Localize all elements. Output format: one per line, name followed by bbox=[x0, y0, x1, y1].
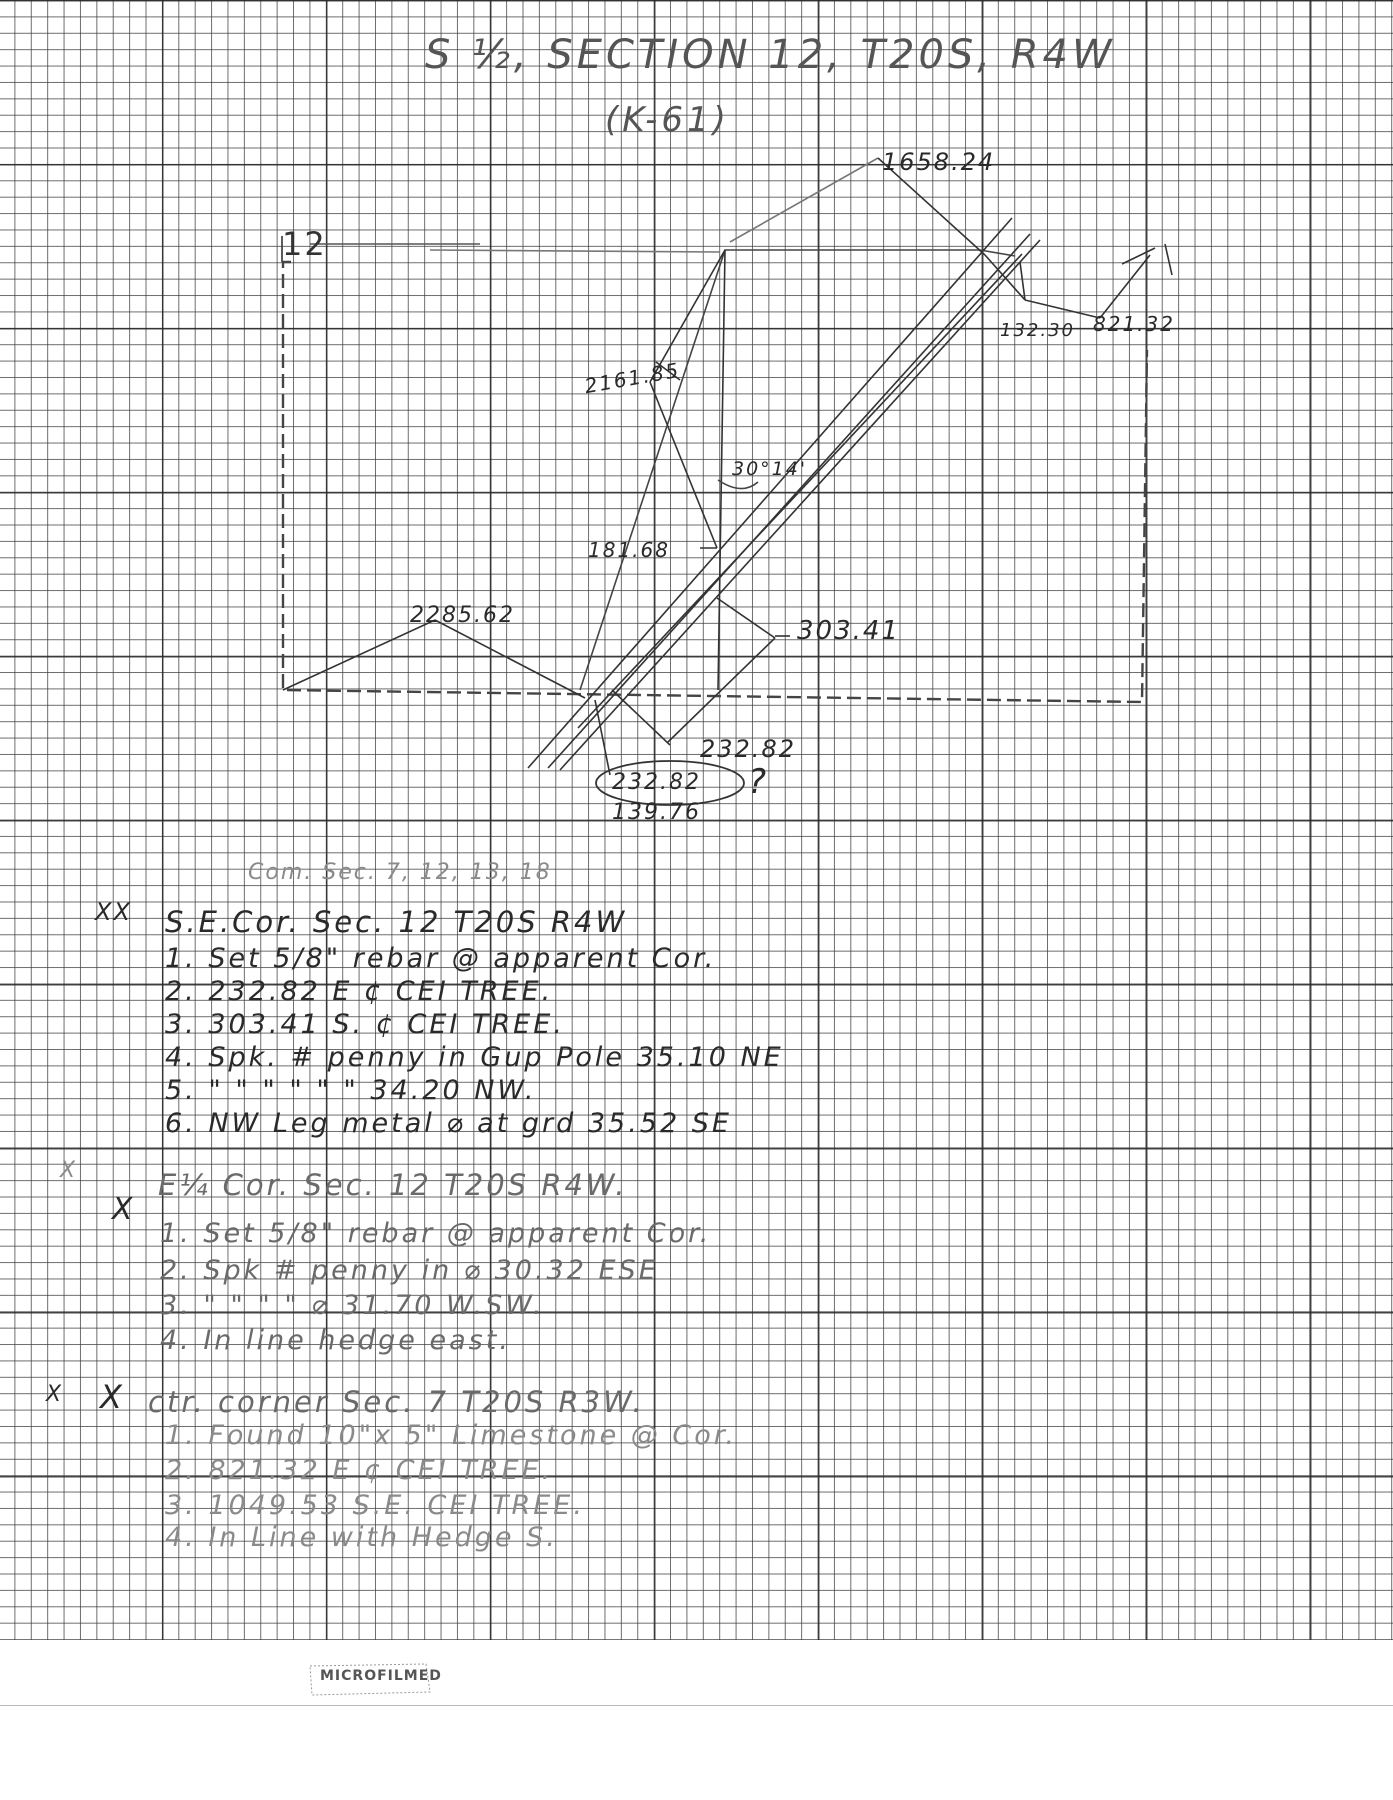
corner2-item: 3. " " " " ⌀ 31.70 W.SW. bbox=[160, 1290, 545, 1321]
corner1-item: 5. " " " " " " 34.20 NW. bbox=[165, 1075, 537, 1106]
corner1-item: 6. NW Leg metal ⌀ at grd 35.52 SE bbox=[165, 1108, 732, 1139]
corner2-heading: E¼ Cor. Sec. 12 T20S R4W. bbox=[158, 1168, 628, 1202]
corner3-mark: X bbox=[46, 1382, 64, 1407]
k61-line-1 bbox=[528, 218, 1012, 768]
corner3-item: 3. 1049.53 S.E. CEI TREE. bbox=[165, 1490, 585, 1521]
measurement-232b: 232.82 bbox=[612, 770, 701, 795]
measurement-1658: 1658.24 bbox=[882, 148, 996, 176]
k61-line-4 bbox=[578, 254, 1022, 728]
corner2-mark: X bbox=[60, 1158, 78, 1183]
corner1-heading: S.E.Cor. Sec. 12 T20S R4W bbox=[165, 905, 628, 939]
vertical-line bbox=[718, 250, 725, 690]
corner3-item: 2. 821.32 E ¢ CEI TREE. bbox=[165, 1455, 554, 1486]
corner1-item: 4. Spk. # penny in Gup Pole 35.10 NE bbox=[165, 1042, 784, 1073]
leg-2285b bbox=[435, 620, 585, 698]
ne-mark bbox=[1165, 244, 1172, 275]
corner3-heading: ctr. corner Sec. 7 T20S R3W. bbox=[148, 1385, 645, 1419]
section-number-label: 12 bbox=[282, 225, 327, 263]
leg-232 bbox=[612, 690, 670, 745]
measurement-2161: 2161.85 bbox=[582, 357, 683, 399]
leg-1658 bbox=[730, 158, 878, 242]
corner3-item: 4. In Line with Hedge S. bbox=[165, 1522, 558, 1553]
corner2-item: 2. Spk # penny in ⌀ 30.32 ESE bbox=[160, 1255, 659, 1286]
corner3-item: 1. Found 10"x 5" Limestone @ Cor. bbox=[165, 1420, 737, 1451]
plat-title: S ½, SECTION 12, T20S, R4W bbox=[425, 32, 1116, 78]
plat-lines bbox=[282, 158, 1172, 805]
leg-303 bbox=[717, 598, 775, 638]
header-note: Com. Sec. 7, 12, 13, 18 bbox=[248, 860, 552, 885]
leg-303b bbox=[668, 638, 775, 742]
question-mark: ? bbox=[748, 762, 769, 802]
corner2-item: 1. Set 5/8" rebar @ apparent Cor. bbox=[160, 1218, 712, 1249]
stamp-text: MICROFILMED bbox=[320, 1668, 442, 1684]
measurement-821: 821.32 bbox=[1093, 312, 1175, 336]
corner1-mark: XX bbox=[95, 898, 132, 926]
ne-line-c bbox=[1025, 300, 1100, 318]
measurement-181: 181.68 bbox=[588, 538, 670, 562]
corner1-item: 1. Set 5/8" rebar @ apparent Cor. bbox=[165, 943, 717, 974]
angle-label: 30°14' bbox=[732, 458, 808, 480]
leg-2161b bbox=[650, 382, 717, 548]
measurement-2285: 2285.62 bbox=[410, 603, 515, 628]
page-bottom-rule bbox=[0, 1705, 1393, 1706]
measurement-232a: 232.82 bbox=[700, 735, 796, 763]
corner3-mark-2: X bbox=[100, 1378, 124, 1416]
plat-subtitle: (K-61) bbox=[605, 100, 730, 140]
microfilm-stamp bbox=[306, 1662, 442, 1698]
north-line-2 bbox=[430, 250, 720, 252]
measurement-132: 132.30 bbox=[1000, 320, 1075, 341]
corner2-mark-2: X bbox=[112, 1192, 135, 1227]
angle-arc bbox=[718, 480, 758, 489]
corner1-item: 2. 232.82 E ¢ CEI TREE. bbox=[165, 976, 554, 1007]
leg-2285 bbox=[283, 620, 435, 690]
ne-line-d bbox=[1100, 255, 1150, 318]
k61-line-3 bbox=[560, 240, 1040, 770]
k61-line-2 bbox=[548, 234, 1030, 768]
measurement-139: 139.76 bbox=[612, 800, 701, 825]
measurement-303: 303.41 bbox=[797, 616, 900, 646]
leg-232b bbox=[595, 700, 610, 775]
corner1-item: 3. 303.41 S. ¢ CEI TREE. bbox=[165, 1009, 565, 1040]
corner2-item: 4. In line hedge east. bbox=[160, 1325, 511, 1356]
